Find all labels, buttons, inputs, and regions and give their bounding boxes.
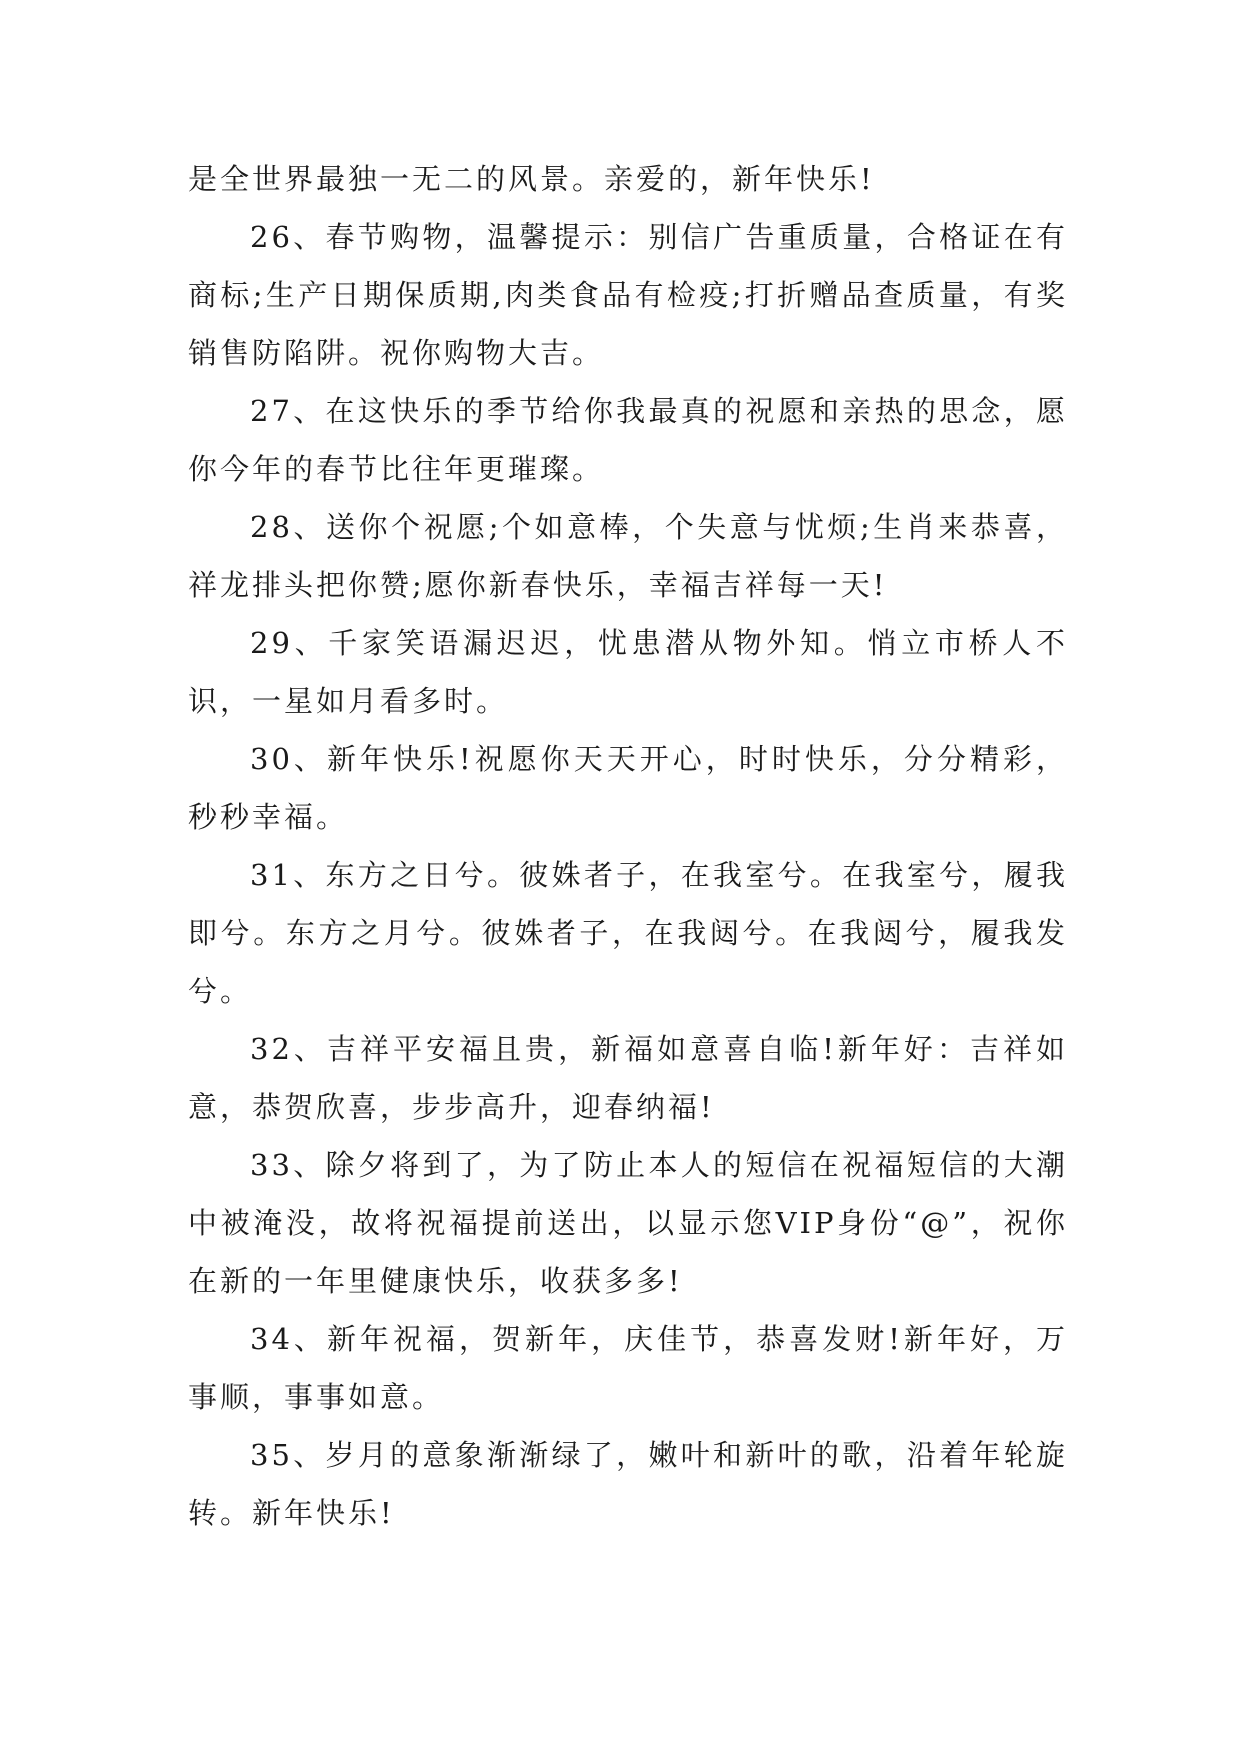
paragraph-32: 32、吉祥平安福且贵，新福如意喜自临!新年好：吉祥如意，恭贺欣喜，步步高升，迎春纳福! [188,1032,1068,1124]
paragraph-26: 26、春节购物，温馨提示：别信广告重质量，合格证在有商标;生产日期保质期,肉类食品有检疫;打折赠品查质量，有奖销售防陷阱。祝你购物大吉。 [188,220,1068,370]
paragraph-34: 34、新年祝福，贺新年，庆佳节，恭喜发财!新年好，万事顺，事事如意。 [188,1322,1068,1414]
paragraph-27: 27、在这快乐的季节给你我最真的祝愿和亲热的思念，愿你今年的春节比往年更璀璨。 [188,394,1068,486]
paragraph-30: 30、新年快乐!祝愿你天天开心，时时快乐，分分精彩，秒秒幸福。 [188,742,1068,834]
document-page [188,150,1068,1542]
paragraph-continued: 是全世界最独一无二的风景。亲爱的，新年快乐! [188,162,875,196]
paragraph-29: 29、千家笑语漏迟迟，忧患潜从物外知。悄立市桥人不识，一星如月看多时。 [188,626,1068,718]
paragraph-33: 33、除夕将到了，为了防止本人的短信在祝福短信的大潮中被淹没，故将祝福提前送出，以显示您VIP身份“@”，祝你在新的一年里健康快乐，收获多多! [188,1148,1068,1298]
paragraph-35: 35、岁月的意象渐渐绿了，嫩叶和新叶的歌，沿着年轮旋转。新年快乐! [188,1438,1068,1530]
paragraph-28: 28、送你个祝愿;个如意棒，个失意与忧烦;生肖来恭喜，祥龙排头把你赞;愿你新春快乐，幸福吉祥每一天! [188,510,1068,602]
paragraph-31: 31、东方之日兮。彼姝者子，在我室兮。在我室兮，履我即兮。东方之月兮。彼姝者子，在我闼兮。在我闼兮，履我发兮。 [188,858,1068,1008]
